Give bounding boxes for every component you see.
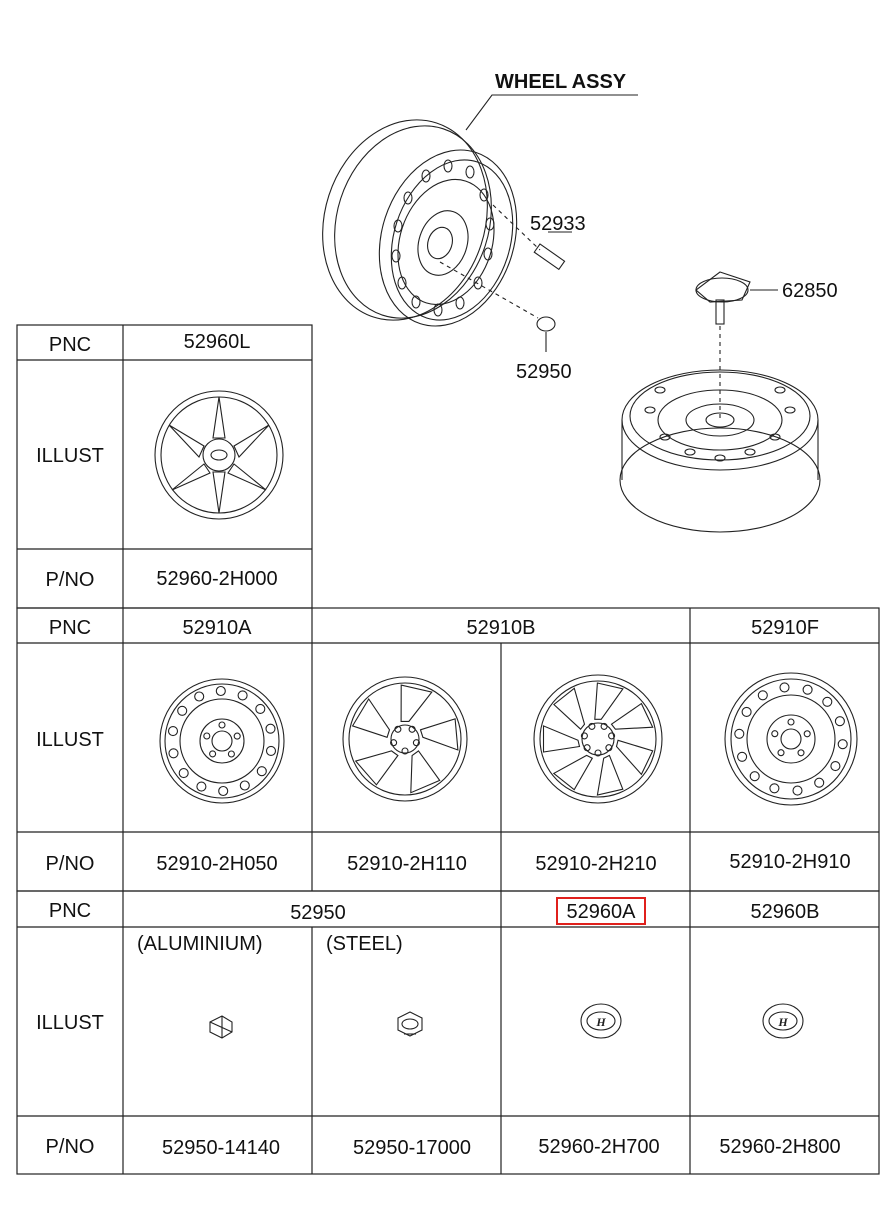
center-cap-icon-b [763, 1004, 803, 1038]
t1-pnc-value: 52960L [183, 331, 251, 353]
t3-illust-label: ILLUST [36, 1012, 104, 1034]
callout-52933: 52933 [530, 213, 586, 235]
t2-pnc-52910a: 52910A [182, 617, 252, 639]
callout-62850: 62850 [782, 280, 838, 302]
t3-pnc-label: PNC [48, 900, 92, 922]
t2-pnc-label: PNC [48, 617, 92, 639]
steel-wheel-icon [160, 679, 284, 803]
steel-lug-nut-icon [398, 1012, 422, 1036]
title-leader [466, 95, 638, 130]
svg-text:H: H [596, 1015, 606, 1029]
wheel-assy-diagram [297, 71, 837, 532]
t2-pno-2: 52910-2H110 [347, 853, 467, 875]
spare-steel-wheel-icon [725, 673, 857, 805]
t3-pnc-52960b: 52960B [750, 901, 820, 923]
t2-pno-label: P/NO [45, 853, 95, 875]
t2-pnc-52910b: 52910B [466, 617, 536, 639]
main-wheel-drawing [297, 98, 538, 344]
t3-pnc-52960a[interactable]: 52960A [566, 901, 636, 923]
wheel-assy-title: WHEEL ASSY [495, 71, 627, 93]
table-52910 [17, 608, 879, 891]
aluminium-lug-nut-icon [210, 1016, 232, 1038]
t1-pnc-label: PNC [48, 334, 92, 356]
t2-pnc-52910f: 52910F [751, 617, 819, 639]
note-steel: (STEEL) [326, 933, 403, 955]
spare-wheel-drawing [620, 370, 820, 532]
alloy-wheel-5-spoke-icon [343, 677, 467, 801]
t3-pno-label: P/NO [45, 1136, 95, 1158]
svg-text:H: H [778, 1015, 788, 1029]
t3-pno-1: 52950-14140 [162, 1137, 280, 1159]
t1-pno-value: 52960-2H000 [156, 568, 278, 590]
t2-pno-4: 52910-2H910 [729, 851, 851, 873]
alloy-wheel-7-spoke-icon [534, 675, 662, 803]
t1-illust-label: ILLUST [36, 445, 104, 467]
t3-pno-2: 52950-17000 [353, 1137, 471, 1159]
center-cap-icon-a [581, 1004, 621, 1038]
note-aluminium: (ALUMINIUM) [137, 933, 263, 955]
t1-pno-label: P/NO [45, 569, 95, 591]
spare-holder-drawing [696, 272, 778, 420]
t3-pno-4: 52960-2H800 [719, 1136, 841, 1158]
t2-pno-3: 52910-2H210 [535, 853, 657, 875]
callout-52950: 52950 [516, 361, 572, 383]
t2-pno-1: 52910-2H050 [156, 853, 278, 875]
t2-illust-label: ILLUST [36, 729, 104, 751]
t3-pno-3: 52960-2H700 [538, 1136, 660, 1158]
t3-pnc-52950: 52950 [290, 902, 346, 924]
wheel-cover-icon [155, 391, 283, 519]
